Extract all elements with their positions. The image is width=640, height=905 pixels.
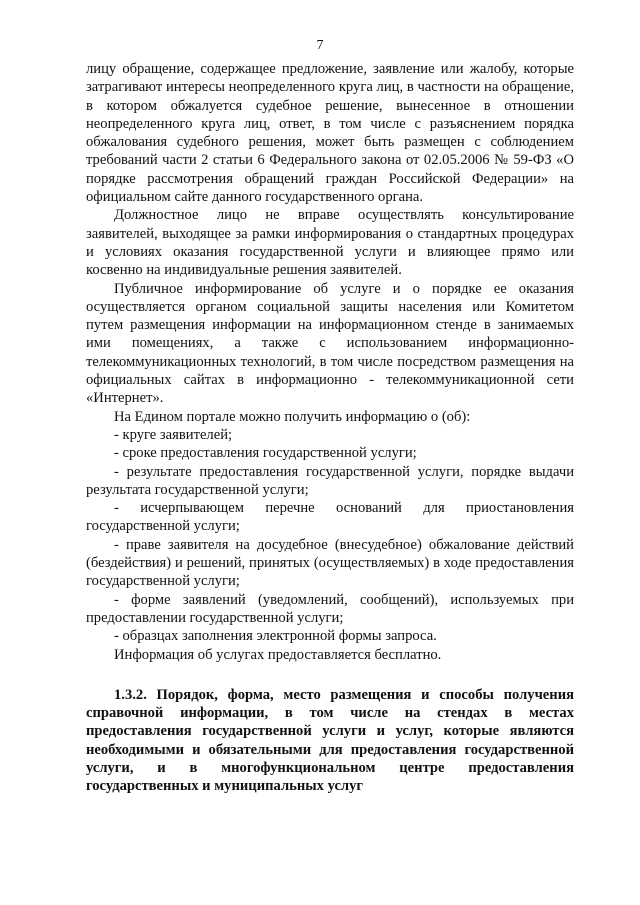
- list-item: - праве заявителя на досудебное (внесудебное) обжалование действий (бездействия) и решений, принятых (осуществляемых) в ходе предоставления государственной услуги;: [86, 536, 574, 590]
- list-item: - круге заявителей;: [114, 426, 233, 443]
- list-item: - результате предоставления государственной услуги, порядке выдачи результата государственной услуги;: [86, 463, 574, 498]
- paragraph-public-informing: Публичное информирование об услуге и о порядке ее оказания осуществляется органом социальной защиты населения или Комитетом путем размещения информации на информационном стенде в занимаемых ими помещениях, а также с использованием информационно-телекоммуникационных технологий, в том числе посредством размещения на официальных сайтах в информационно - телекоммуникационной сети «Интернет».: [86, 280, 574, 407]
- paragraph-continuation: лицу обращение, содержащее предложение, заявление или жалобу, которые затрагивают интересы неопределенного круга лиц, в частности на обращение, в котором обжалуется судебное решение, вынесенное в отношении неопределенного круга лиц, ответ, в том числе с разъяснением порядка обжалования судебного решения, может быть размещен с соблюдением требований части 2 статьи 6 Федерального закона от 02.05.2006 № 59-ФЗ «О порядке рассмотрения обращений граждан Российской Федерации» на официальном сайте данного государственного органа.: [86, 61, 574, 206]
- paragraph-portal-intro: На Едином портале можно получить информацию о (об):: [114, 408, 471, 425]
- list-item: - сроке предоставления государственной услуги;: [114, 445, 417, 462]
- paragraph-free-info: Информация об услугах предоставляется бесплатно.: [114, 646, 442, 663]
- list-item: - исчерпывающем перечне оснований для приостановления государственной услуги;: [86, 500, 574, 535]
- list-item: - образцах заполнения электронной формы запроса.: [114, 628, 437, 645]
- list-item: - форме заявлений (уведомлений, сообщений), используемых при предоставлении государственной услуги;: [86, 591, 574, 626]
- document-body: [86, 60, 574, 796]
- paragraph-consultation-limits: Должностное лицо не вправе осуществлять консультирование заявителей, выходящее за рамки информирования о стандартных процедурах и условиях оказания государственной услуги и влияющее прямо или косвенно на индивидуальные решения заявителей.: [86, 207, 574, 279]
- section-heading: 1.3.2. Порядок, форма, место размещения и способы получения справочной информации, в том числе на стендах в местах предоставления государственной услуги и услуг, которые являются необходимыми и обязательными для предоставления государственной услуги, и в многофункциональном центре предоставления государственных и муниципальных услуг: [86, 686, 574, 795]
- page-number: 7: [316, 38, 324, 53]
